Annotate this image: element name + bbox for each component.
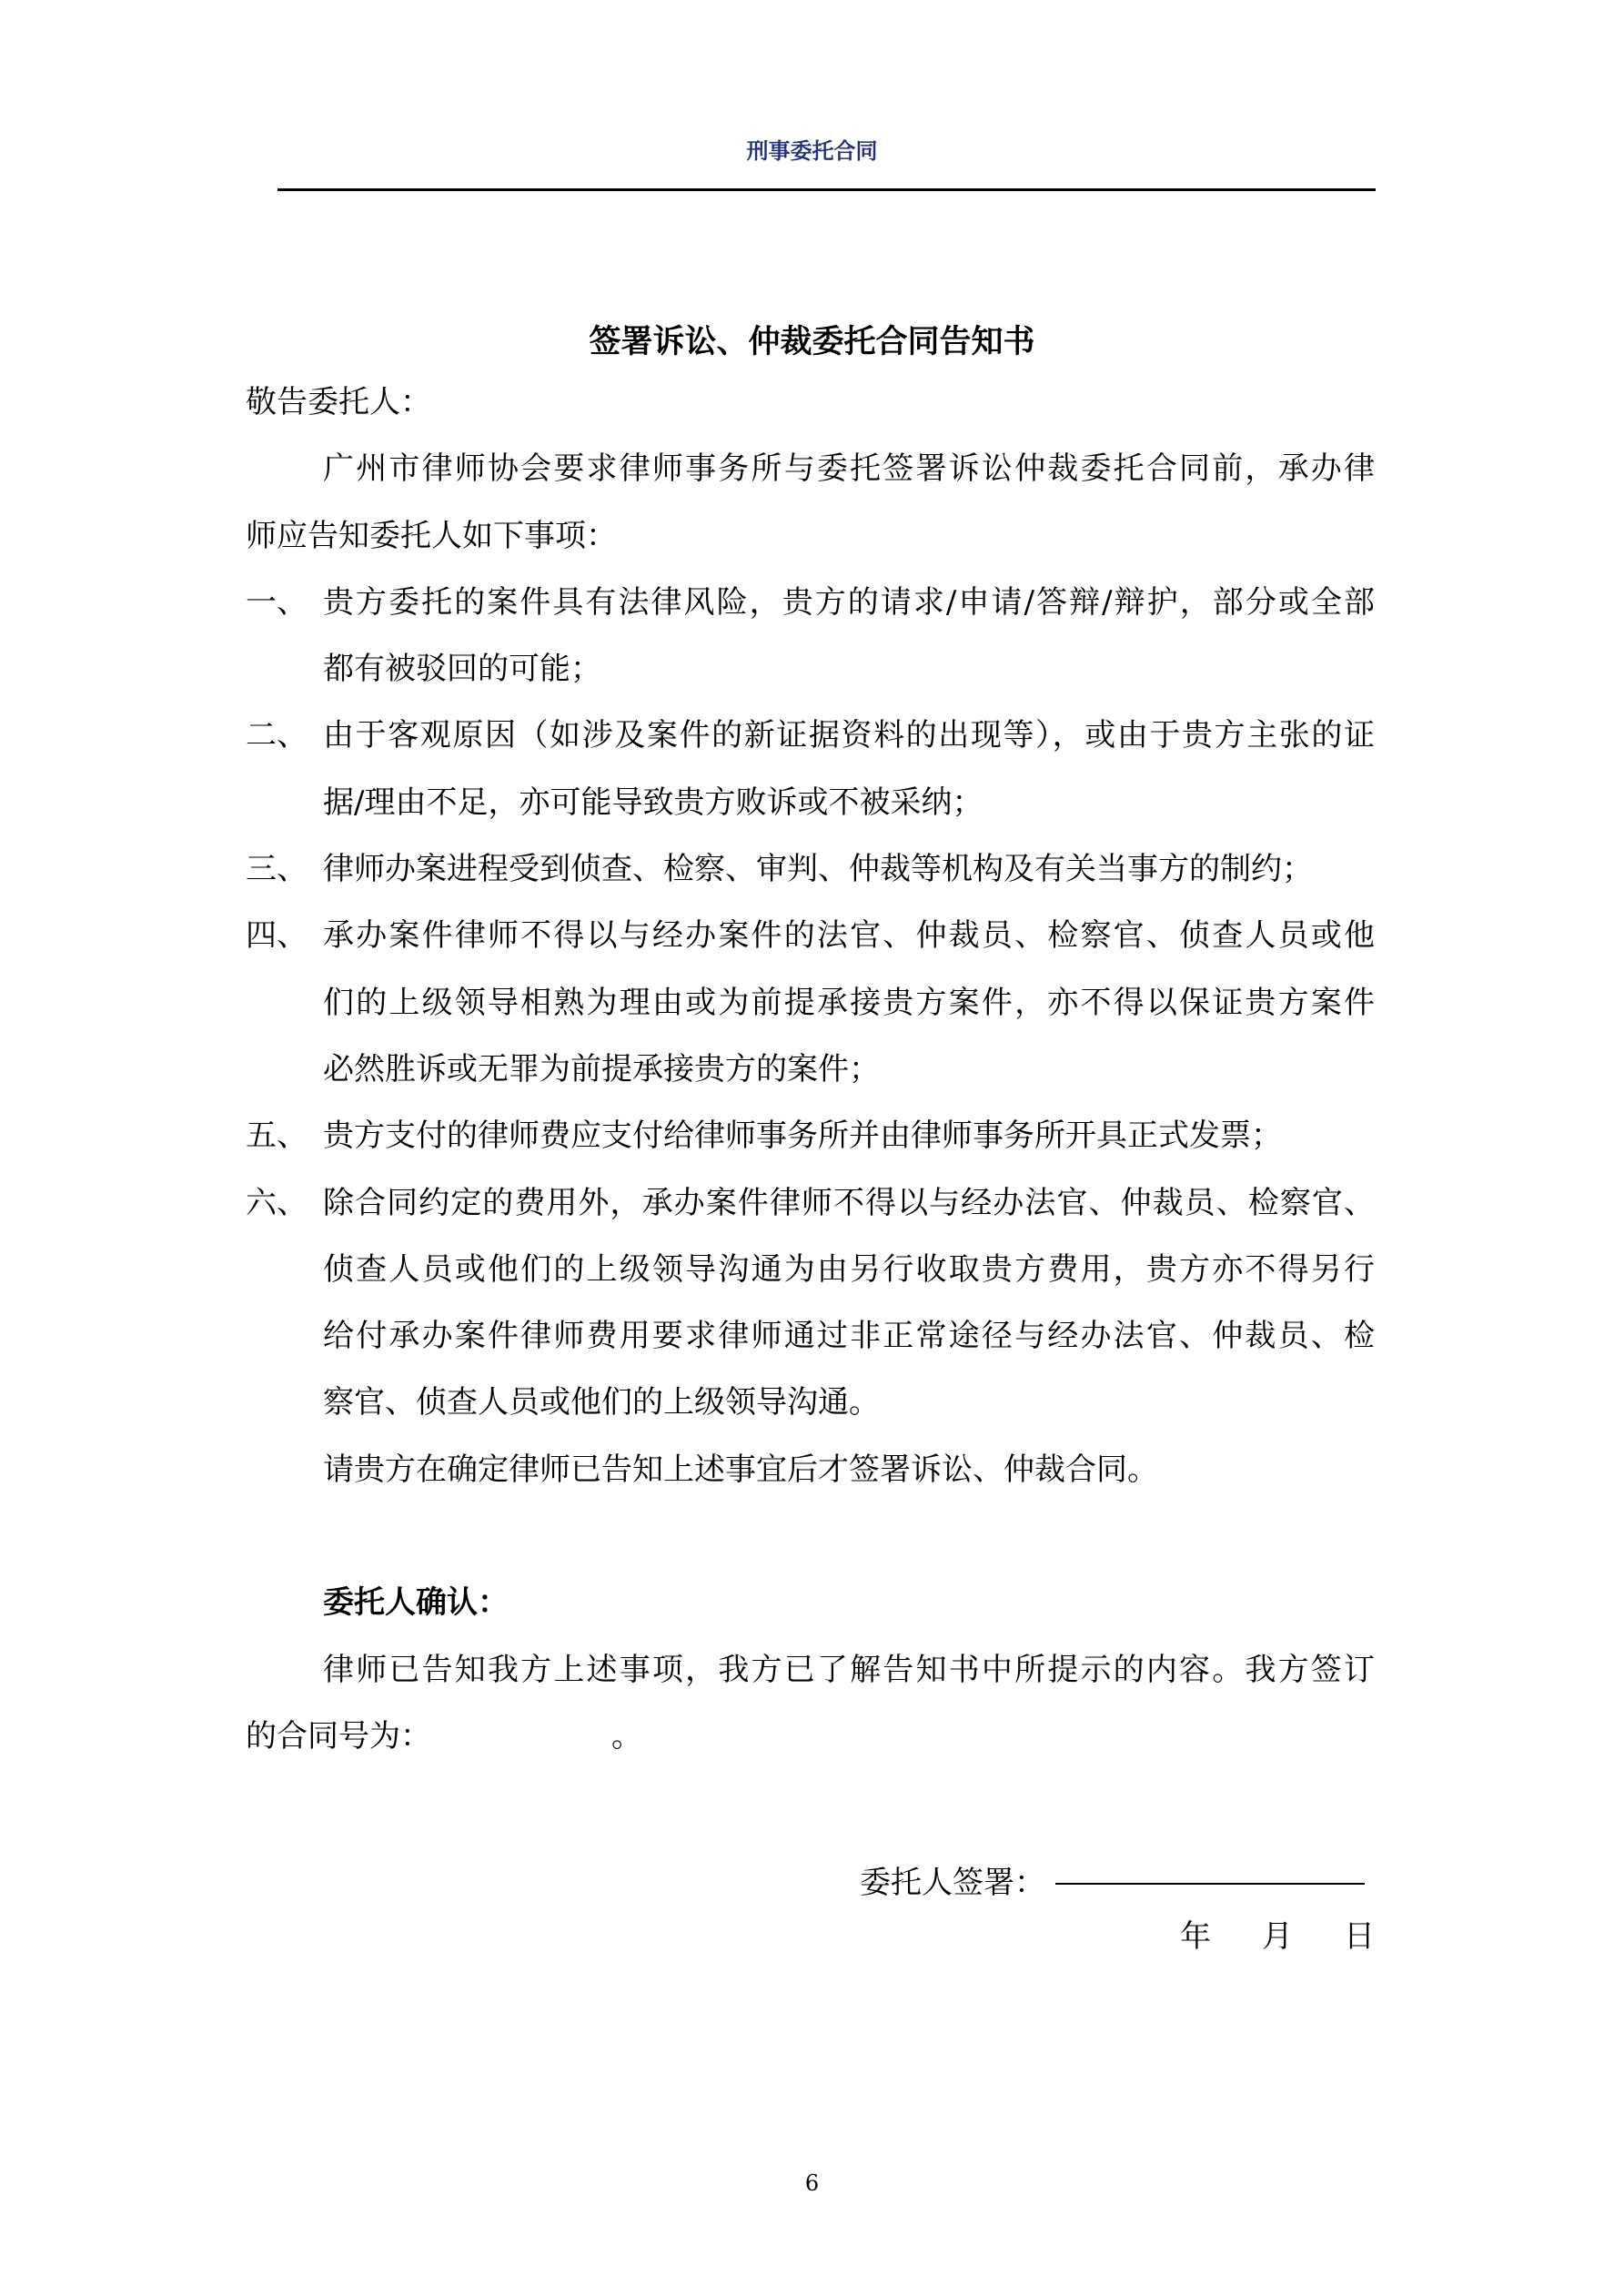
intro-line: 广州市律师协会要求律师事务所与委托签署诉讼仲裁委托合同前，承办律 [323, 450, 1375, 488]
item-line: 给付承办案件律师费用要求律师通过非正常途径与经办法官、仲裁员、检 [323, 1318, 1375, 1355]
confirm-heading: 委托人确认： [323, 1584, 509, 1622]
item-number: 三、 [246, 851, 308, 888]
item-number: 五、 [246, 1118, 308, 1155]
date-month: 月 [1262, 1918, 1293, 1955]
item-line: 都有被驳回的可能； [323, 651, 601, 688]
confirm-line: 律师已告知我方上述事项，我方已了解告知书中所提示的内容。我方签订 [323, 1651, 1375, 1688]
item-line: 们的上级领导相熟为理由或为前提承接贵方案件，亦不得以保证贵方案件 [323, 984, 1375, 1021]
confirm-end: 。 [611, 1717, 642, 1755]
confirm-line: 的合同号为： [246, 1717, 431, 1755]
page-number: 6 [804, 2170, 820, 2196]
notice-item [246, 570, 1375, 703]
item-line: 必然胜诉或无罪为前提承接贵方的案件； [323, 1050, 880, 1087]
signature-label: 委托人签署： [860, 1865, 1045, 1901]
notice-item [246, 836, 1375, 903]
item-number: 四、 [246, 917, 308, 955]
item-number: 二、 [246, 717, 308, 754]
item-line: 贵方委托的案件具有法律风险，贵方的请求/申请/答辩/辩护，部分或全部 [323, 583, 1375, 621]
contract-number-line [246, 1704, 1375, 1770]
signature-line[interactable] [1055, 1883, 1365, 1885]
item-line: 据/理由不足，亦可能导致贵方败诉或不被采纳； [323, 784, 983, 821]
running-header: 刑事委托合同 [746, 138, 878, 164]
intro-line: 师应告知委托人如下事项： [246, 517, 617, 554]
item-number: 一、 [246, 583, 308, 621]
closing-text: 请贵方在确定律师已告知上述事宜后才签署诉讼、仲裁合同。 [323, 1451, 1158, 1488]
document-body [246, 369, 1375, 1770]
date-year: 年 [1180, 1918, 1211, 1955]
item-line: 侦查人员或他们的上级领导沟通为由另行收取贵方费用，贵方亦不得另行 [323, 1250, 1375, 1288]
item-number: 六、 [246, 1184, 308, 1221]
notice-item [246, 703, 1375, 836]
item-line: 贵方支付的律师费应支付给律师事务所并由律师事务所开具正式发票； [323, 1118, 1282, 1155]
item-line: 律师办案进程受到侦查、检察、审判、仲裁等机构及有关当事方的制约； [323, 851, 1313, 888]
item-line: 除合同约定的费用外，承办案件律师不得以与经办法官、仲裁员、检察官、 [323, 1184, 1375, 1221]
notice-item [246, 1170, 1375, 1437]
notice-item [246, 1103, 1375, 1169]
item-line: 察官、侦查人员或他们的上级领导沟通。 [323, 1384, 880, 1421]
item-line: 承办案件律师不得以与经办案件的法官、仲裁员、检察官、侦查人员或他 [323, 917, 1375, 955]
salutation: 敬告委托人： [246, 384, 431, 420]
header-rule [277, 188, 1376, 191]
document-title: 签署诉讼、仲裁委托合同告知书 [589, 324, 1035, 360]
notice-item [246, 903, 1375, 1103]
item-line: 由于客观原因（如涉及案件的新证据资料的出现等），或由于贵方主张的证 [323, 717, 1375, 754]
date-day: 日 [1344, 1918, 1375, 1955]
